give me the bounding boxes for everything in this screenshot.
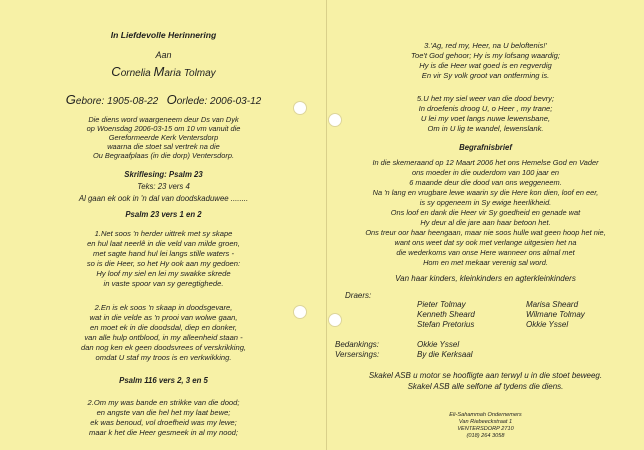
punch-hole [293,101,307,115]
verse-line: Toe't God gehoor; Hy is my lofsang waardig; [411,51,560,60]
versersings-label: Versersings: [335,350,380,359]
verse-line: U lei my voet langs nuwe lewensbane, [420,114,551,123]
verse-line: omdat U staf my troos is en verkwikking. [95,353,232,362]
closing-line: Skakel ASB alle selfone af tydens die diens. [407,382,564,391]
verse-line: met sagte hand hul lei langs stille waters - [93,249,234,258]
begrafnis-line: In die skemeraand op 12 Maart 2006 het ons Hemelse God en Vader [372,158,599,167]
verse-line: 1.Net soos 'n herder uittrek met sy skape [94,229,233,238]
draer: Pieter Tolmay [417,300,466,309]
teks-line: Al gaan ek ook in 'n dal van doodskaduwee ........ [78,194,249,203]
draer: Stefan Pretorius [417,320,475,329]
verse-line: 3.'Ag, red my, Heer, na U beloftenis!' [424,41,547,50]
verse-line: maar k het die Heer gesmeek in al my nood; [89,428,238,437]
begrafnis-line: Ons treur oor haar heengaan, maar nie soos hulle wat geen hoop het nie, [365,228,606,237]
service-line: op Woensdag 2006-03-15 om 10 vm vanuit die [86,124,241,133]
verse-line: Om in U lig te wandel, lewenslank. [427,124,544,133]
begrafnis-line: Hy deur al die jare aan haar betoon het. [420,218,551,227]
aan-label: Aan [155,50,172,60]
service-line: Gereformeerde Kerk Ventersdorp [108,133,219,142]
bedankings-label: Bedankings: [335,340,380,349]
undertaker-line: VENTERSDORP 2710 [457,426,514,432]
begrafnis-line: 6 maande deur die dood van ons weggeneem. [409,178,562,187]
family-line: Van haar kinders, kleinkinders en agterkleinkinders [395,274,576,283]
begrafnis-line: want ons weet dat sy ook met verlange uitgesien het na [394,238,577,247]
draer: Marisa Sheard [526,300,579,309]
draer: Okkie Yssel [526,320,569,329]
psalm23-title: Psalm 23 vers 1 en 2 [125,210,202,219]
begrafnis-line: Hom en met mekaar verenig sal word. [423,258,548,267]
begrafnis-title: Begrafnisbrief [459,143,512,152]
draer: Wilmane Tolmay [526,310,585,319]
verse-line: en angste van die hel het my laat bewe; [96,408,231,417]
life-dates: Gebore: 1905-08-22 Oorlede: 2006-03-12 [65,92,262,107]
undertaker-line: Van Riebeeckstraat 1 [458,419,513,425]
service-line: waarna die stoet sal vertrek na die [107,142,220,151]
service-line: Die diens word waargeneem deur Ds van Dyk [88,115,239,124]
begrafnis-line: is sy opgeneem in Sy ewige heerlikheid. [419,198,552,207]
begrafnis-line: Ons loof en dank die Heer vir Sy goedheid en genade wat [390,208,581,217]
psalm116-title: Psalm 116 vers 2, 3 en 5 [119,376,208,385]
undertaker-line: Eli-Sahammah Ondernemers [449,412,522,418]
right-page [327,0,644,450]
verse-line: in vaste spoor van sy geregtighede. [103,279,224,288]
verse-line: ek was benoud, vol droefheid was my lewe; [90,418,237,427]
heading: In Liefdevolle Herinnering [110,30,217,40]
begrafnis-line: ons moeder in die ouderdom van 100 jaar en [411,168,560,177]
skriflesing: Skriflesing: Psalm 23 [124,170,203,179]
undertaker-line: (018) 264 3058 [466,433,505,439]
verse-line: en moet ek in die doodsdal, diep en donker, [90,323,237,332]
teks: Teks: 23 vers 4 [137,182,190,191]
verse-line: dan nog ken ek geen doodsvrees of verskrikking, [80,343,247,352]
versersings-value: By die Kerksaal [417,350,473,359]
closing-line: Skakel ASB u motor se hoofligte aan terwyl u in die stoet beweeg. [368,371,603,380]
punch-hole [328,113,342,127]
verse-line: van alle hulp ontblood, in my alleenheid staan - [84,333,243,342]
verse-line: En vir Sy volk groot van ontferming is. [421,71,550,80]
verse-line: Hy loof my siel en lei my swakke skrede [96,269,231,278]
verse-line: 5.U het my siel weer van die dood bevry; [416,94,555,103]
begrafnis-line: die wederkoms van onse Here wanneer ons almal met [396,248,575,257]
verse-line: en hul laat neerlê in die veld van milde groen, [87,239,240,248]
draers-label: Draers: [345,291,372,300]
verse-line: 2.En is ek soos 'n skaap in doodsgevare, [94,303,233,312]
verse-line: so is die Heer, so het Hy ook aan my gedoen: [86,259,241,268]
punch-hole [293,305,307,319]
verse-line: In droefenis droog U, o Heer , my trane; [418,104,553,113]
verse-line: Hy is die Heer wat goed is en regverdig [419,61,552,70]
verse-line: 2.Om my was bande en strikke van die dood; [87,398,240,407]
service-line: Ou Begraafplaas (in die dorp) Ventersdorp. [92,151,235,160]
verse-line: wat in die velde as 'n prooi van wolwe gaan, [89,313,238,322]
deceased-name: Cornelia Maria Tolmay [111,64,216,79]
punch-hole [328,313,342,327]
bedankings-value: Okkie Yssel [417,340,460,349]
begrafnis-line: Na 'n lang en vrugbare lewe waarin sy die Here kon dien, loof en eer, [372,188,599,197]
draer: Kenneth Sheard [417,310,475,319]
